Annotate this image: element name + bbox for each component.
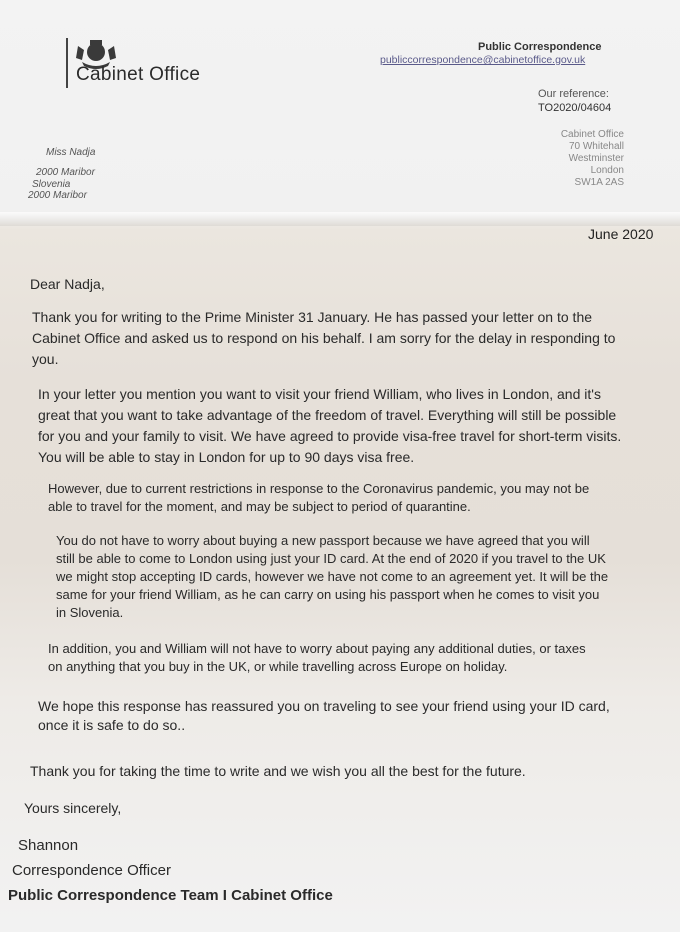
signature-name: Shannon — [18, 837, 79, 854]
signature-team: Public Correspondence Team I Cabinet Office — [8, 887, 333, 904]
paragraph-line: Thank you for taking the time to write and we wish you all the best for the future. — [30, 763, 526, 779]
paragraph-line: you. — [32, 351, 59, 367]
sender-address-line: SW1A 2AS — [574, 177, 624, 188]
paragraph-line: great that you want to take advantage of the freedom of travel. Everything will still be possible — [38, 407, 617, 423]
sender-address-line: 70 Whitehall — [568, 141, 624, 152]
paper-fold — [0, 212, 680, 226]
recipient-name: Miss Nadja — [46, 147, 96, 158]
paragraph-line: However, due to current restrictions in response to the Coronavirus pandemic, you may not be — [48, 481, 590, 496]
letter-date: June 2020 — [588, 226, 654, 242]
paragraph-line: still be able to come to London using just your ID card. At the end of 2020 if you travel to the UK — [56, 551, 606, 566]
paragraph-line: on anything that you buy in the UK, or while travelling across Europe on holiday. — [48, 659, 508, 674]
body-paragraph — [32, 307, 615, 370]
paragraph-line: We hope this response has reassured you on traveling to see your friend using your ID card, — [38, 698, 610, 714]
sender-address-line: Westminster — [568, 153, 624, 164]
closing: Yours sincerely, — [24, 800, 122, 816]
body-paragraph — [48, 480, 589, 516]
paragraph-line: You will be able to stay in London for up to 90 days visa free. — [38, 449, 415, 465]
paragraph-line: once it is safe to do so.. — [38, 717, 186, 733]
paragraph-line: able to travel for the moment, and may be subject to period of quarantine. — [48, 499, 471, 514]
paragraph-line: in Slovenia. — [56, 605, 124, 620]
contact-title: Public Correspondence — [478, 41, 602, 53]
body-paragraph — [30, 761, 526, 782]
sender-address-line: Cabinet Office — [560, 129, 624, 140]
reference-label: Our reference: — [538, 88, 609, 100]
salutation: Dear Nadja, — [30, 276, 105, 292]
paragraph-line: In addition, you and William will not have to worry about paying any additional duties, or taxes — [48, 641, 586, 656]
paragraph-line: we might stop accepting ID cards, however we have not come to an agreement yet. It will be the — [56, 569, 609, 584]
body-paragraph — [38, 384, 621, 468]
sender-address-line: London — [590, 165, 624, 176]
contact-email-link[interactable]: publiccorrespondence@cabinetoffice.gov.uk — [380, 54, 586, 66]
recipient-address-line: 2000 Maribor — [28, 190, 87, 201]
body-paragraph — [56, 532, 608, 622]
paragraph-line: Cabinet Office and asked us to respond on his behalf. I am sorry for the delay in responding to — [32, 330, 616, 346]
paragraph-line: same for your friend William, as he can carry on using his passport when he comes to visit you — [56, 587, 600, 602]
reference-value: TO2020/04604 — [538, 102, 612, 114]
paragraph-line: Thank you for writing to the Prime Minister 31 January. He has passed your letter on to the — [32, 309, 593, 325]
signature-role: Correspondence Officer — [12, 862, 171, 879]
recipient-address-line: Slovenia — [32, 179, 71, 190]
paragraph-line: In your letter you mention you want to visit your friend William, who lives in London, and it's — [38, 386, 601, 402]
paragraph-line: for you and your family to visit. We have agreed to provide visa-free travel for short-term visits. — [38, 428, 622, 444]
logo-text: Cabinet Office — [76, 64, 201, 85]
recipient-address-line: 2000 Maribor — [36, 167, 95, 178]
body-paragraph — [38, 697, 610, 735]
paragraph-line: You do not have to worry about buying a new passport because we have agreed that you will — [56, 533, 590, 548]
body-paragraph — [48, 640, 586, 676]
